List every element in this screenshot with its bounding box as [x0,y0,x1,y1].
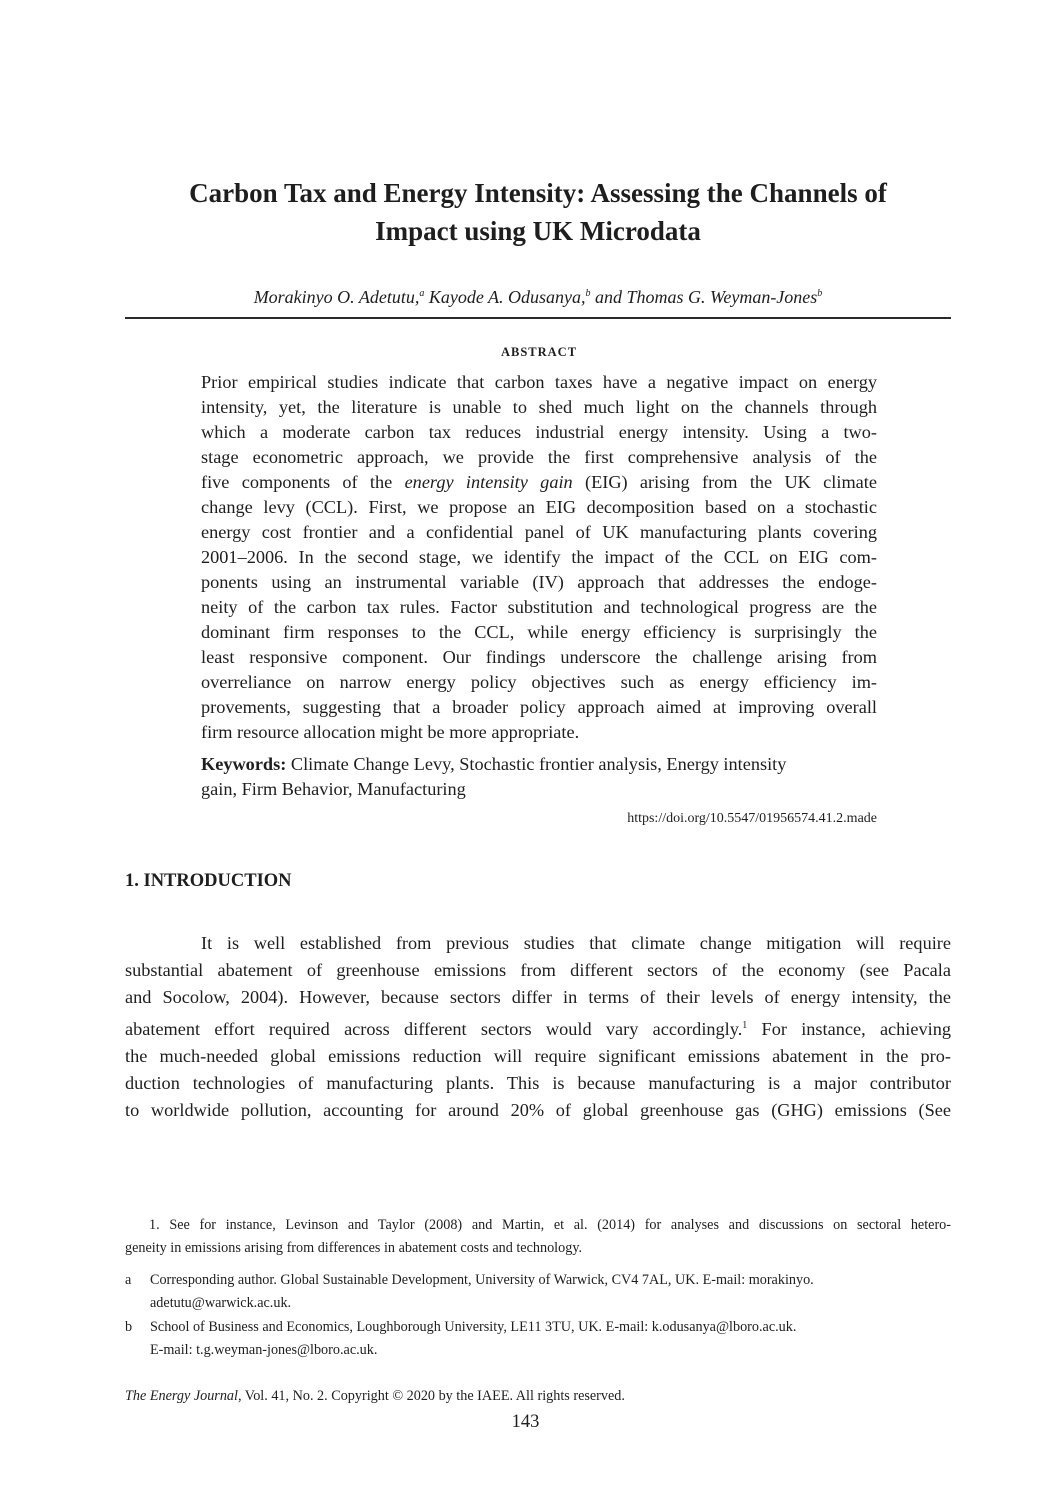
paper-title [125,174,951,250]
abstract-line: change levy (CCL). First, we propose an EIG decomposition based on a stochastic [201,497,877,517]
affiliation-line: E-mail: t.g.weyman-jones@lboro.ac.uk. [150,1342,378,1358]
affiliation-b [125,1316,951,1362]
affiliation-line: School of Business and Economics, Loughborough University, LE11 3TU, UK. E-mail: k.odusanya@lboro.ac.uk. [150,1319,797,1335]
abstract-emphasis: energy intensity gain [404,472,573,492]
affiliation-mark: b [125,1319,133,1335]
journal-name: The Energy Journal [125,1388,238,1404]
keywords [201,752,877,802]
author-list [125,282,951,309]
body-line: It is well established from previous studies that climate change mitigation will require [201,933,951,953]
author-2-affil: b [585,288,591,299]
keywords-line-2: gain, Firm Behavior, Manufacturing [201,779,466,799]
author-3-affil: b [817,288,823,299]
abstract-line: intensity, yet, the literature is unable to shed much light on the channels through [201,397,877,417]
abstract-line: which a moderate carbon tax reduces industrial energy intensity. Using a two- [201,422,877,442]
body-fragment: For instance, achieving [747,1018,952,1039]
body-line: substantial abatement of greenhouse emissions from different sectors of the economy (see Pacala [125,960,951,981]
affiliation-a [125,1269,951,1315]
abstract-line: energy cost frontier and a confidential panel of UK manufacturing plants covering [201,522,877,542]
abstract-line: dominant firm responses to the CCL, while energy efficiency is surprisingly the [201,622,877,642]
keywords-line-1 [201,752,877,777]
title-line-2: Impact using UK Microdata [375,216,701,246]
abstract-heading: ABSTRACT [500,345,578,359]
abstract-fragment: (EIG) arising from the UK climate [572,472,877,492]
body-line: to worldwide pollution, accounting for around 20% of global greenhouse gas (GHG) emissions (See [125,1100,951,1121]
body-line [125,1012,951,1043]
body-line: duction technologies of manufacturing plants. This is because manufacturing is a major contributor [125,1073,951,1094]
abstract-line: Prior empirical studies indicate that carbon taxes have a negative impact on energy [201,372,877,392]
doi-link[interactable]: https://doi.org/10.5547/01956574.41.2.made [627,811,877,826]
author-3: and Thomas G. Weyman-Jones [590,287,818,307]
copyright-text: , Vol. 41, No. 2. Copyright © 2020 by the IAEE. All rights reserved. [237,1388,625,1404]
abstract-line: stage econometric approach, we provide the first comprehensive analysis of the [201,447,877,467]
section-heading-introduction: 1. INTRODUCTION [125,871,292,891]
journal-footer [125,1386,625,1406]
abstract-line: provements, suggesting that a broader policy approach aimed at improving overall [201,697,877,717]
abstract-line [201,470,877,495]
title-line-1: Carbon Tax and Energy Intensity: Assessing the Channels of [189,178,887,208]
title-divider [125,317,951,319]
abstract-body [201,370,877,745]
introduction-body [125,930,951,1124]
page-number: 143 [511,1412,540,1432]
abstract-line: firm resource allocation might be more appropriate. [201,722,580,742]
affiliation-line: Corresponding author. Global Sustainable Development, University of Warwick, CV4 7AL, UK. E-mail: morakinyo. [150,1272,814,1288]
body-line: and Socolow, 2004). However, because sectors differ in terms of their levels of energy intensity, the [125,987,951,1008]
abstract-line: least responsive component. Our findings underscore the challenge arising from [201,647,877,667]
abstract-line: overreliance on narrow energy policy objectives such as energy efficiency im- [201,672,877,692]
author-2: Kayode A. Odusanya, [424,287,586,307]
keywords-text: Climate Change Levy, Stochastic frontier analysis, Energy intensity [286,754,787,774]
affiliation-mark: a [125,1272,132,1288]
author-1-affil: a [419,288,425,299]
footnote-line: 1. See for instance, Levinson and Taylor (2008) and Martin, et al. (2014) for analyses and discussions on sectoral hetero- [149,1217,951,1233]
abstract-line: 2001–2006. In the second stage, we identify the impact of the CCL on EIG com- [201,547,877,567]
footnote-line: geneity in emissions arising from differences in abatement costs and technology. [125,1240,583,1256]
body-line: the much-needed global emissions reduction will require significant emissions abatement in the pro- [125,1045,951,1066]
body-fragment: abatement effort required across different sectors would vary accordingly. [125,1018,743,1039]
author-1: Morakinyo O. Adetutu, [253,287,420,307]
keywords-label: Keywords: [201,754,287,774]
affiliation-line: adetutu@warwick.ac.uk. [150,1295,292,1311]
footnote-1 [125,1214,951,1260]
footnote-ref-1[interactable]: 1 [742,1019,748,1031]
abstract-line: ponents using an instrumental variable (IV) approach that addresses the endoge- [201,572,877,592]
abstract-line: neity of the carbon tax rules. Factor substitution and technological progress are the [201,597,877,617]
abstract-fragment: five components of the [201,472,405,492]
